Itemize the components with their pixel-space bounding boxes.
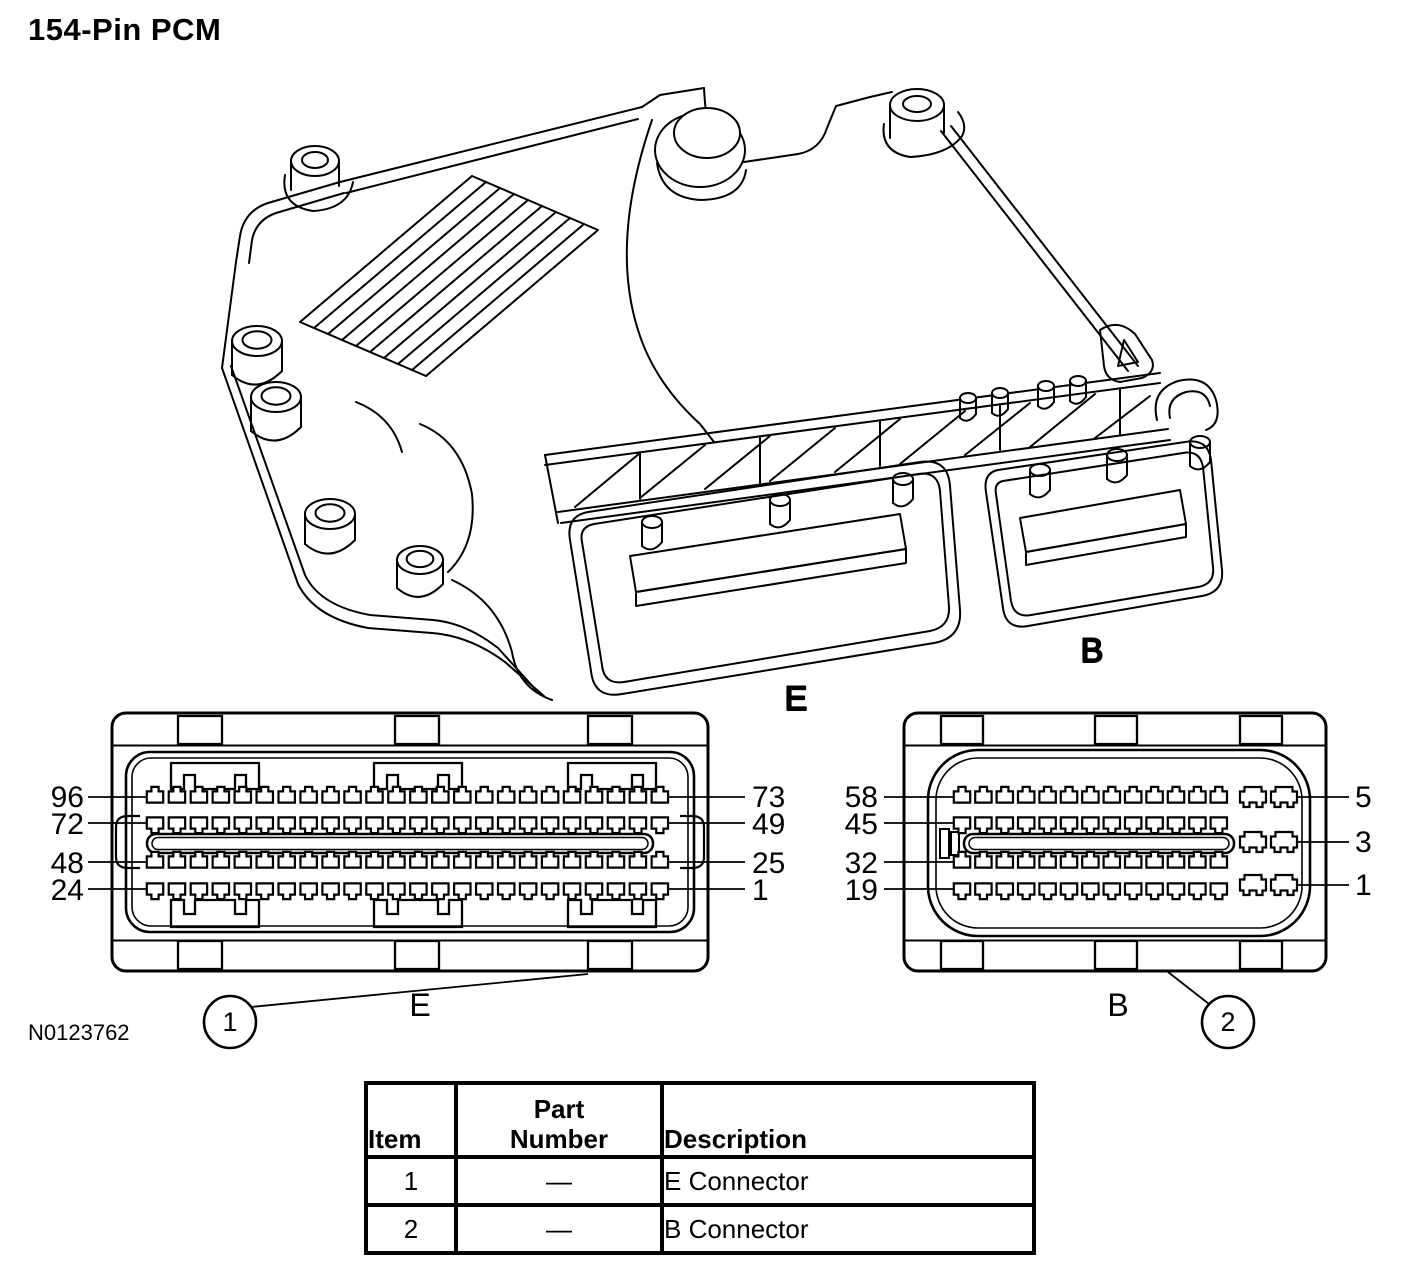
e-pin-label-1: 1 xyxy=(752,874,769,907)
b-pin-label-5: 5 xyxy=(1355,781,1372,814)
b-pin-label-1: 1 xyxy=(1355,869,1372,902)
b-small-pin-grid xyxy=(954,787,1227,899)
e-pin-label-48: 48 xyxy=(50,847,84,880)
pcm-module-3d-drawing xyxy=(222,88,1222,718)
legend-header-description: Description xyxy=(662,1083,1034,1157)
legend-row-b-connector xyxy=(366,1205,1034,1253)
e-pin-label-73: 73 xyxy=(752,781,786,814)
legend-row-e-connector xyxy=(366,1157,1034,1205)
page-title: 154-Pin PCM xyxy=(28,12,222,47)
e-connector-face-diagram xyxy=(88,713,745,971)
e-pin-grid xyxy=(147,787,668,899)
b-pin-label-19: 19 xyxy=(844,874,878,907)
e-pin-label-25: 25 xyxy=(752,847,786,880)
legend-part-cell: — xyxy=(456,1157,662,1205)
b-pin-label-3: 3 xyxy=(1355,826,1372,859)
callout-1-number: 1 xyxy=(222,1007,238,1037)
e-pin-label-72: 72 xyxy=(50,808,84,841)
b-large-pin-grid xyxy=(1240,787,1297,895)
b-housing-latch-tabs xyxy=(941,716,1282,969)
legend-header-part-number: Part Number xyxy=(456,1083,662,1157)
heatsink-fins xyxy=(300,176,598,376)
figure-id: N0123762 xyxy=(28,1020,130,1045)
e-connector-shroud xyxy=(569,462,960,695)
callout-2-number: 2 xyxy=(1220,1007,1236,1037)
b-pin-label-58: 58 xyxy=(844,781,878,814)
e-pin-leader-lines xyxy=(88,797,745,889)
legend-item-cell: 1 xyxy=(366,1157,456,1205)
front-truss-rail xyxy=(545,373,1170,523)
b-pin-label-45: 45 xyxy=(844,808,878,841)
legend-part-cell: — xyxy=(456,1205,662,1253)
e-pin-label-49: 49 xyxy=(752,808,786,841)
e-face-label: E xyxy=(409,987,431,1023)
b-connector-face-diagram xyxy=(884,713,1349,971)
e-pin-label-24: 24 xyxy=(50,874,84,907)
legend-header-item: Item xyxy=(366,1083,456,1157)
module-b-connector-label: B xyxy=(1080,632,1104,670)
legend-description-cell: B Connector xyxy=(662,1205,1034,1253)
e-pin-label-96: 96 xyxy=(50,781,84,814)
callout-2 xyxy=(1168,972,1254,1048)
b-connector-shroud xyxy=(986,441,1223,626)
mounting-bosses xyxy=(232,326,1210,597)
legend-description-cell: E Connector xyxy=(662,1157,1034,1205)
b-pin-label-32: 32 xyxy=(844,847,878,880)
module-e-connector-label: E xyxy=(784,680,808,718)
legend-header-row xyxy=(366,1083,1034,1157)
b-face-label: B xyxy=(1107,987,1129,1023)
legend-item-cell: 2 xyxy=(366,1205,456,1253)
callout-1 xyxy=(204,974,588,1048)
legend-table xyxy=(364,1081,1036,1255)
